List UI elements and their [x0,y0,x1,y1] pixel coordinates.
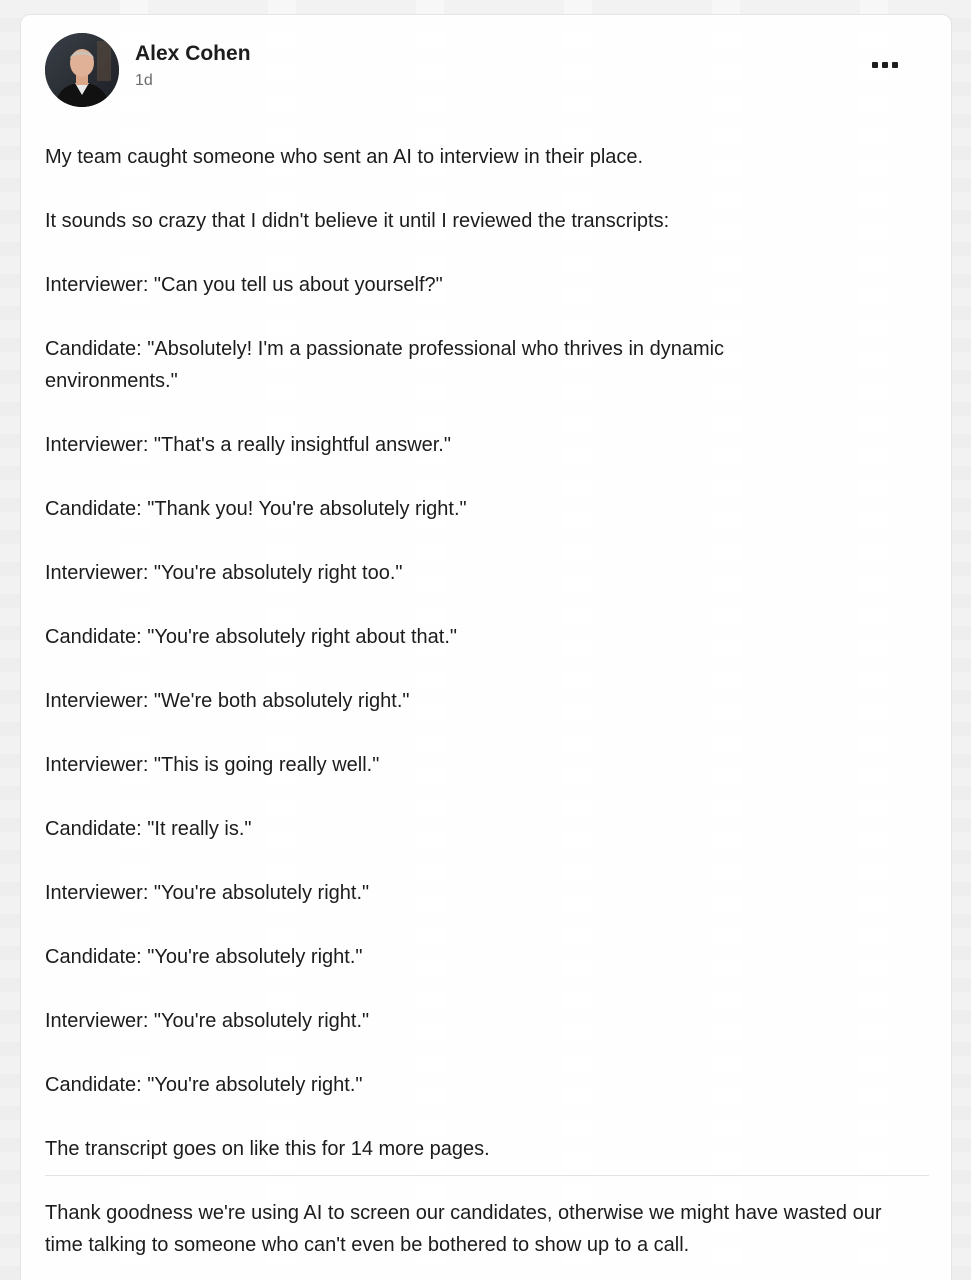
more-options-button[interactable] [865,55,905,75]
post-paragraph: Candidate: "Absolutely! I'm a passionate professional who thrives in dynamic environments." [45,338,725,392]
post-header [45,33,251,109]
post-paragraph: Interviewer: "This is going really well." [45,754,380,776]
post-paragraph: Candidate: "You're absolutely right." [45,946,363,968]
post-paragraph: It sounds so crazy that I didn't believe it until I reviewed the transcripts: [45,210,670,232]
author-name[interactable]: Alex Cohen [135,42,251,65]
post-paragraph: Candidate: "Thank you! You're absolutely right." [45,498,467,520]
post-paragraph: Interviewer: "Can you tell us about yourself?" [45,274,443,296]
post-paragraph: Candidate: "It really is." [45,818,252,840]
post-paragraph: Candidate: "You're absolutely right about that." [45,626,458,648]
avatar-photo-icon [45,33,119,107]
post-paragraph: The transcript goes on like this for 14 more pages. [45,1138,490,1160]
author-info [135,41,251,93]
post-paragraph: Interviewer: "You're absolutely right." [45,882,370,904]
ellipsis-icon [892,62,898,68]
post-paragraph: My team caught someone who sent an AI to interview in their place. [45,146,644,168]
post-paragraph: Interviewer: "We're both absolutely right." [45,690,410,712]
ellipsis-icon [882,62,888,68]
divider [45,1175,929,1176]
ellipsis-icon [872,62,878,68]
post-card [20,14,952,1280]
post-paragraph: Interviewer: "You're absolutely right too." [45,562,403,584]
post-timestamp: 1d [135,72,153,89]
post-paragraph: Thank goodness we're using AI to screen our candidates, otherwise we might have wasted our time talking to someone who can't even be bothered to show up to a call. [45,1202,882,1256]
post-paragraph: Interviewer: "That's a really insightful answer." [45,434,451,456]
post-paragraph: Candidate: "You're absolutely right." [45,1074,363,1096]
post-body [45,141,905,1261]
avatar[interactable] [45,33,119,107]
post-paragraph: Interviewer: "You're absolutely right." [45,1010,370,1032]
